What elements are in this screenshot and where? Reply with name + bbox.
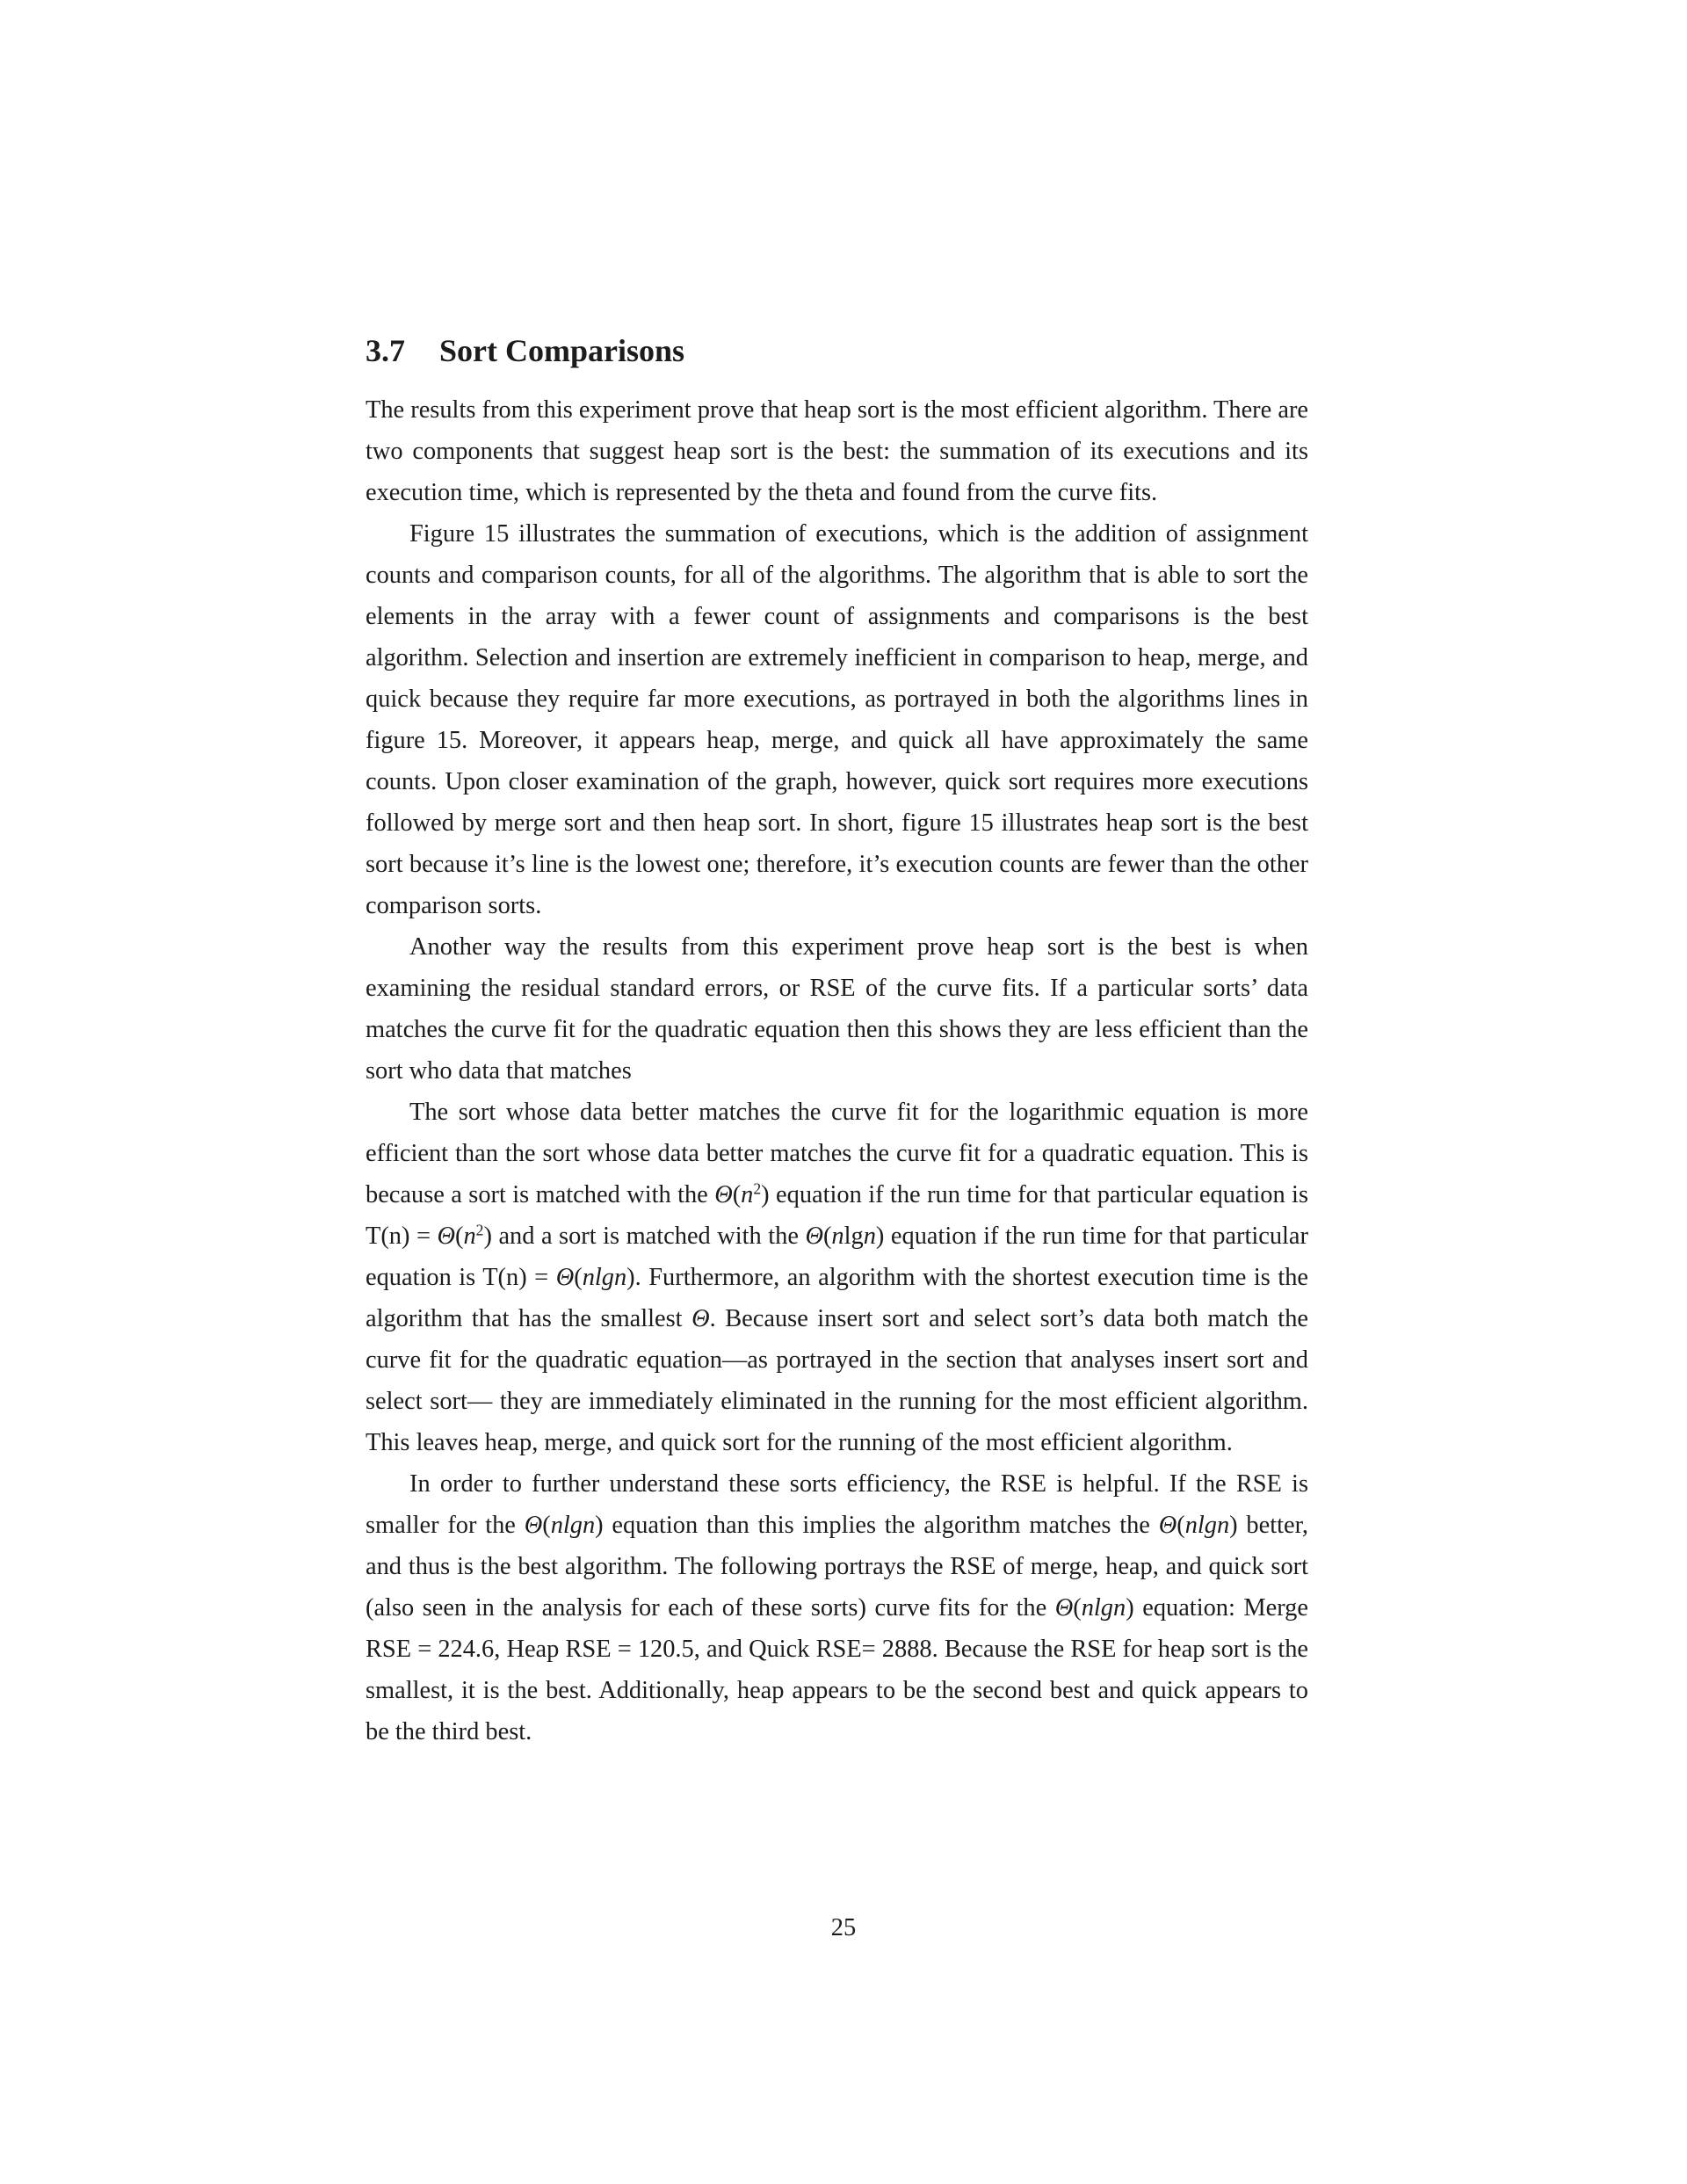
math-theta-nlgn: Θ(nlgn) [1158,1512,1238,1540]
math-theta: Θ [691,1305,710,1333]
paragraph-3: Another way the results from this experiment prove heap sort is the best is when examining the residual standard errors, or RSE of the curve fits. If a particular sorts’ data matches the curve fit for the quadratic equation then this shows they are less efficient than the sort who data that matches [366,933,1308,1085]
paragraph-4-text: equation if the run time for that particular equation is T(n) = [366,1181,1308,1251]
paragraph-5 [366,1463,1308,1752]
paragraph-4-text: . Furthermore, an algorithm with the shortest execution time is the algorithm that has the smallest [366,1264,1309,1333]
paragraph-1: The results from this experiment prove that heap sort is the most efficient algorithm. There are two components that suggest heap sort is the best: the summation of its executions and its execution time, which is represented by the theta and found from the curve fits. [366,396,1308,507]
math-theta-n-squared: $\Theta(n^2)$ [437,1221,492,1251]
paragraph-4-text: equation if the run time for that particular equation is T(n) = [366,1223,1308,1292]
math-theta-n-lg-n: Θ(nlgn) [805,1223,885,1251]
math-theta-nlgn: Θ(nlgn) [555,1264,635,1292]
paragraph-5-text: In order to further understand these sorts efficiency, the RSE is helpful. If the RSE is smaller for the [366,1470,1308,1540]
section-heading [366,332,1308,370]
page-number: 25 [830,1914,857,1941]
paragraph-4 [366,1092,1308,1463]
section-title: Sort Comparisons [439,333,685,368]
paragraph-4-text: . Because insert sort and select sort’s data both match the curve fit for the quadratic equation—as portrayed in the section that analyses insert sort and select sort— they are immediately eliminated in the running for the most efficient algorithm. This leaves heap, merge, and quick sort for the running of the most efficient algorithm. [366,1305,1308,1457]
math-theta-nlgn: Θ(nlgn) [524,1512,604,1540]
math-theta-nlgn: Θ(nlgn) [1054,1594,1134,1622]
paragraph-5-text: equation than this implies the algorithm matches the [603,1512,1159,1540]
paragraph-4-text: and a sort is matched with the [491,1223,806,1251]
paragraph-5-text: equation: Merge RSE = 224.6, Heap RSE = 120.5, and Quick RSE= 2888. Because the RSE for heap sort is the smallest, it is the best. Additionally, heap appears to be the second best and quick appears to be the third best. [366,1594,1308,1746]
paragraph-4-text: The sort whose data better matches the curve fit for the logarithmic equation is more efficient than the sort whose data better matches the curve fit for a quadratic equation. This is because a sort is matched with the [366,1099,1308,1209]
paragraph-2: Figure 15 illustrates the summation of executions, which is the addition of assignment counts and comparison counts, for all of the algorithms. The algorithm that is able to sort the elements in the array with a fewer count of assignments and comparisons is the best algorithm. Selection and insertion are extremely inefficient in comparison to heap, merge, and quick because they require far more executions, as portrayed in both the algorithms lines in figure 15. Moreover, it appears heap, merge, and quick all have approximately the same counts. Upon closer examination of the graph, however, quick sort requires more executions followed by merge sort and then heap sort. In short, figure 15 illustrates heap sort is the best sort because it’s line is the lowest one; therefore, it’s execution counts are fewer than the other comparison sorts. [366,520,1308,920]
section-number: 3.7 [366,333,405,368]
math-theta-n-squared: $\Theta(n^2)$ [714,1179,770,1209]
page-body [366,332,1308,1752]
paragraph-5-text: better, and thus is the best algorithm. The following portrays the RSE of merge, heap, and quick sort (also seen in the analysis for each of these sorts) curve fits for the [366,1512,1309,1622]
